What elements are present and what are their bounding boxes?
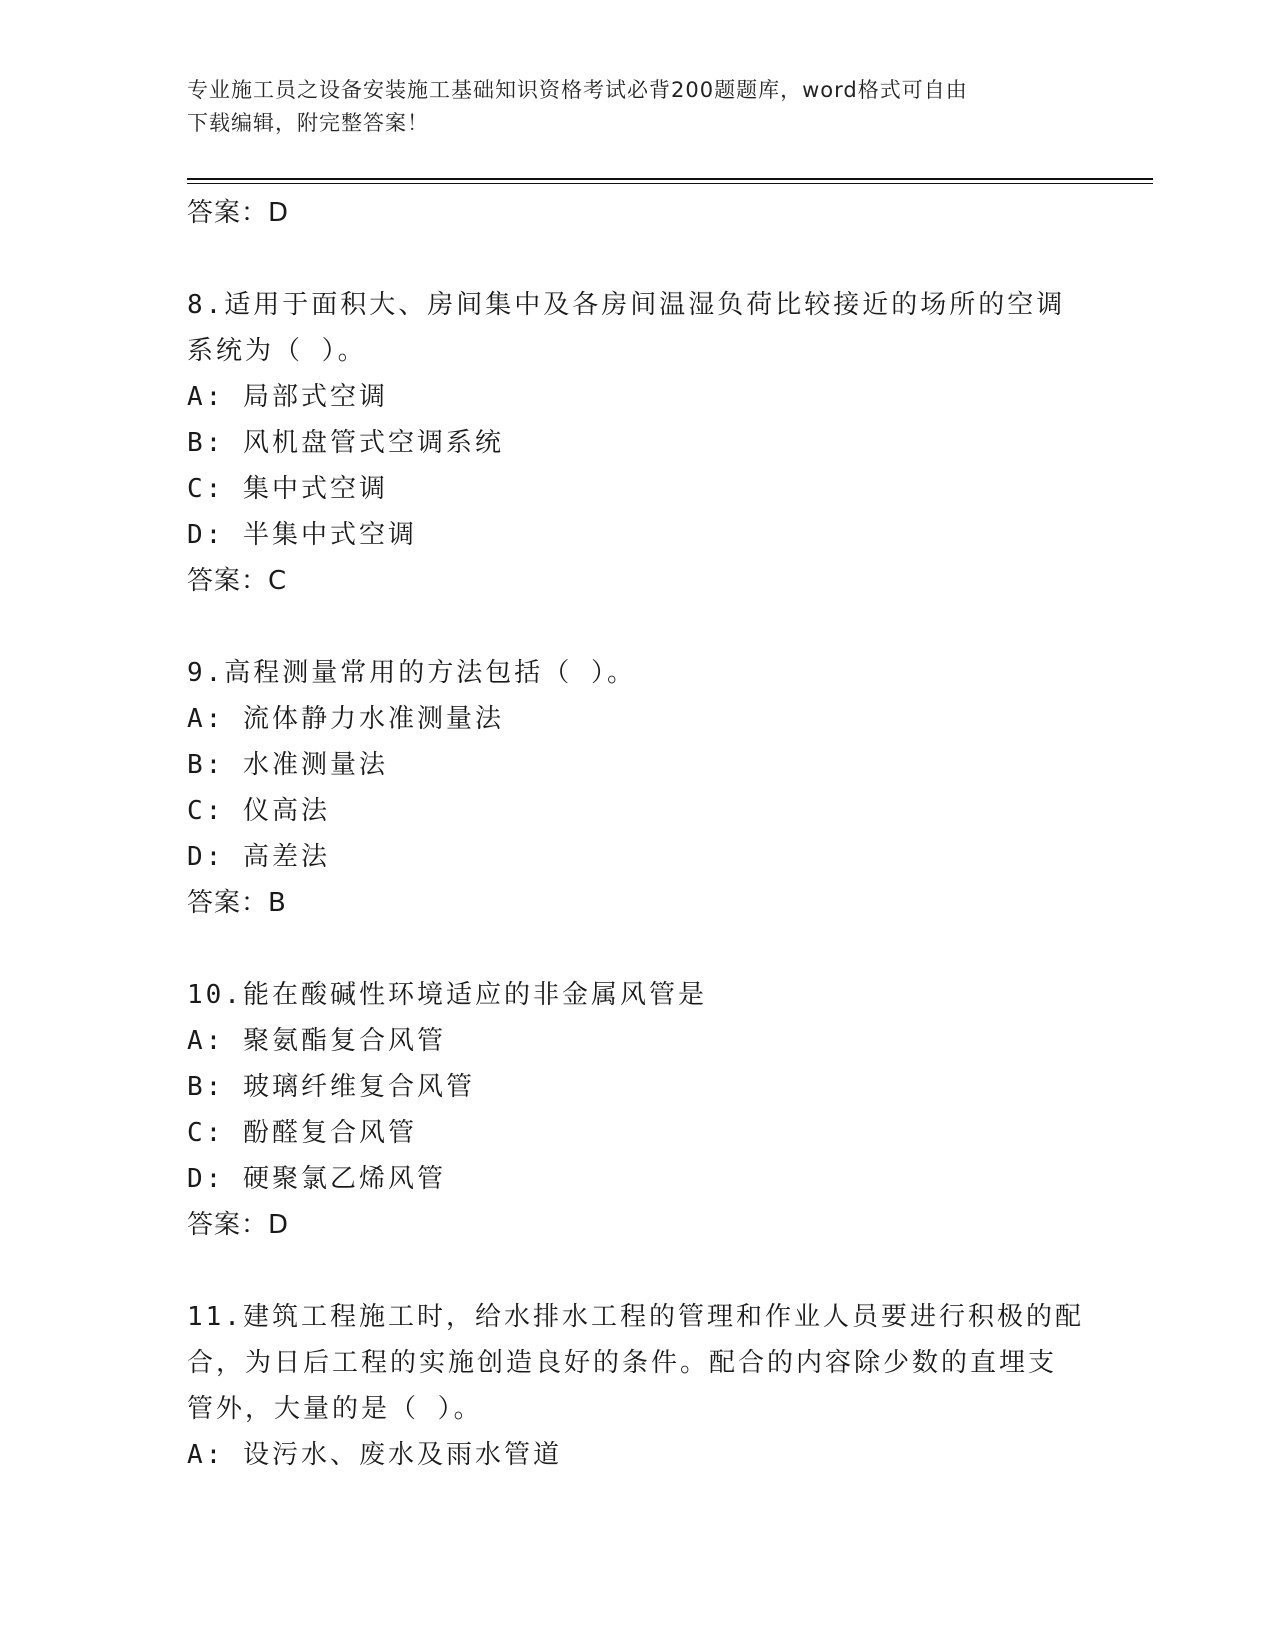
question-10 [187, 972, 1087, 1248]
question-9 [187, 650, 1087, 926]
question-8-option-c: C: 集中式空调 [187, 474, 388, 504]
question-8 [187, 282, 1087, 604]
answer-q9: 答案：B [187, 888, 287, 918]
answer-q8: 答案：C [187, 566, 288, 596]
header-title-line-1: 专业施工员之设备安装施工基础知识资格考试必背200题题库，word格式可自由 [187, 78, 968, 102]
question-7-tail [187, 190, 1087, 236]
header-divider-thick [187, 178, 1153, 180]
question-11-stem-line-3: 管外，大量的是（ ）。 [187, 1394, 483, 1424]
question-8-stem-line-2: 系统为（ ）。 [187, 336, 367, 366]
question-9-option-d: D: 高差法 [187, 842, 330, 872]
question-9-option-b: B: 水准测量法 [187, 750, 388, 780]
header-divider-thin [187, 183, 1153, 184]
header-title-line-2: 下载编辑，附完整答案！ [187, 111, 429, 135]
answer-q10: 答案：D [187, 1210, 290, 1240]
document-body [187, 190, 1087, 1478]
answer-q7: 答案：D [187, 198, 290, 228]
question-8-option-d: D: 半集中式空调 [187, 520, 417, 550]
question-10-option-d: D: 硬聚氯乙烯风管 [187, 1164, 446, 1194]
question-10-option-a: A: 聚氨酯复合风管 [187, 1026, 446, 1056]
question-10-option-b: B: 玻璃纤维复合风管 [187, 1072, 475, 1102]
question-10-option-c: C: 酚醛复合风管 [187, 1118, 417, 1148]
question-8-option-b: B: 风机盘管式空调系统 [187, 428, 504, 458]
page-header [187, 74, 1067, 140]
question-9-option-c: C: 仪高法 [187, 796, 330, 826]
question-11-stem-line-2: 合，为日后工程的实施创造良好的条件。配合的内容除少数的直埋支 [187, 1348, 1058, 1378]
question-11-stem-line-1: 11.建筑工程施工时，给水排水工程的管理和作业人员要进行积极的配 [187, 1302, 1084, 1332]
question-8-option-a: A: 局部式空调 [187, 382, 388, 412]
question-9-option-a: A: 流体静力水准测量法 [187, 704, 504, 734]
question-11 [187, 1294, 1087, 1478]
question-9-stem-line-1: 9.高程测量常用的方法包括（ ）。 [187, 658, 636, 688]
question-11-option-a: A: 设污水、废水及雨水管道 [187, 1440, 562, 1470]
question-8-stem-line-1: 8.适用于面积大、房间集中及各房间温湿负荷比较接近的场所的空调 [187, 290, 1066, 320]
question-10-stem-line-1: 10.能在酸碱性环境适应的非金属风管是 [187, 980, 707, 1010]
